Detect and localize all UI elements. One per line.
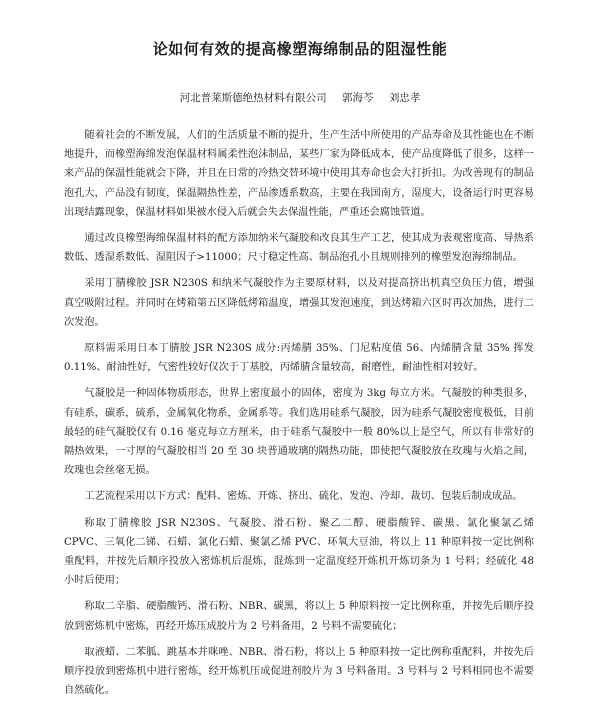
paragraph: 通过改良橡塑海绵保温材料的配方添加纳米气凝胶和改良其生产工艺，使其成为表观密度高、导热系数低、透湿系数低、湿阻因子>11000；尺寸稳定性高、制品泡孔小且规则排列的橡塑发泡海绵制品。	[64, 233, 534, 264]
paper-title: 论如何有效的提高橡塑海绵制品的阻湿性能	[152, 40, 448, 58]
author-1: 郭海芩	[342, 92, 374, 104]
paragraph: 称取丁腈橡胶 JSR N230S、气凝胶、滑石粉、聚乙二醇、硬脂酸锌、碳黑、氯化聚氯乙烯 CPVC、三氧化二锑、石蜡、氯化石蜡、聚氯乙烯 PVC、环氧大豆油，将以上 11 种原料按一定比例称重配料，并按先后顺序投放入密炼机后混炼，混炼到一定温度经开炼机开炼切条为 1 号料；经硫化 48 小时后使用；	[64, 517, 534, 587]
affiliation: 河北普莱斯德绝热材料有限公司	[179, 92, 327, 104]
paper-body	[64, 126, 534, 707]
paragraph: 采用丁腈橡胶 JSR N230S 和纳米气凝胶作为主要原材料，以及对提高挤出机真空负压力值，增强真空吸附过程。并同时在烤箱第五区降低烤箱温度，增强其发泡速度，到达烤箱六区时再次加热，进行二次发泡。	[64, 278, 534, 328]
paragraph: 原料需采用日本丁腈胶 JSR N230S 成分:丙烯腈 35%、门尼粘度值 56、内烯腈含量 35% 挥发 0.11%、耐油性好，气密性较好仅次于丁基胶，丙烯腈含量较高，耐磨性，耐油性相对较好。	[64, 343, 534, 374]
paragraph: 气凝胶是一种固体物质形态，世界上密度最小的固体，密度为 3kg 每立方米。气凝胶的种类很多，有硅系，碳系，硫系，金属氧化物系，金属系等。我们选用硅系气凝胶，因为硅系气凝胶密度极低，目前最轻的硅气凝胶仅有 0.16 毫克每立方厘米，由于硅系气凝胶中一般 80%以上是空气，所以有非常好的隔热效果，一寸厚的气凝胶相当 20 至 30 块普通玻璃的隔热功能，即使把气凝胶放在玫瑰与火焰之间，玫瑰也会丝毫无损。	[64, 388, 534, 477]
paragraph: 取液蜡、二苯胍、跳基本并咪唑、NBR、滑石粉，将以上 5 种原料按一定比例称重配料，并按先后顺序投放到密炼机中进行密炼，经开炼机压成促进剂胶片为 3 号料备用。3 号料与 2 号料相同也不需要自然硫化。	[64, 646, 534, 697]
paragraph: 称取二辛脂、硬脂酸钙、滑石粉、NBR、碳黑，将以上 5 种原料按一定比例称重，并按先后顺序投放到密炼机中密炼，再经开炼压成胶片为 2 号料备用，2 号料不需要硫化；	[64, 601, 534, 632]
author-2: 刘忠孝	[388, 92, 421, 104]
byline	[0, 90, 600, 105]
paragraph: 随着社会的不断发展，人们的生活质量不断的提升，生产生活中所使用的产品寿命及其性能也在不断地提升，而橡塑海绵发泡保温材料属柔性泡沫制品，某些厂家为降低成本，使产品度降低了很多，这样一来产品的保温性能就会下降，并且在日常的冷热交替环境中使用其寿命也会大打折扣。为改善现有的制品泡孔大，产品没有韧度，保温隔热性差，产品渗透系数高，主要在我国南方，湿度大，设备运行时更容易出现结露现象，保温材料如果被水侵入后就会失去保温性能，严重还会腐蚀管道。	[64, 130, 534, 218]
paragraph: 工艺流程采用以下方式：配料、密炼、开炼、挤出、硫化、发泡、冷却、裁切、包装后制成成品。	[84, 491, 523, 503]
